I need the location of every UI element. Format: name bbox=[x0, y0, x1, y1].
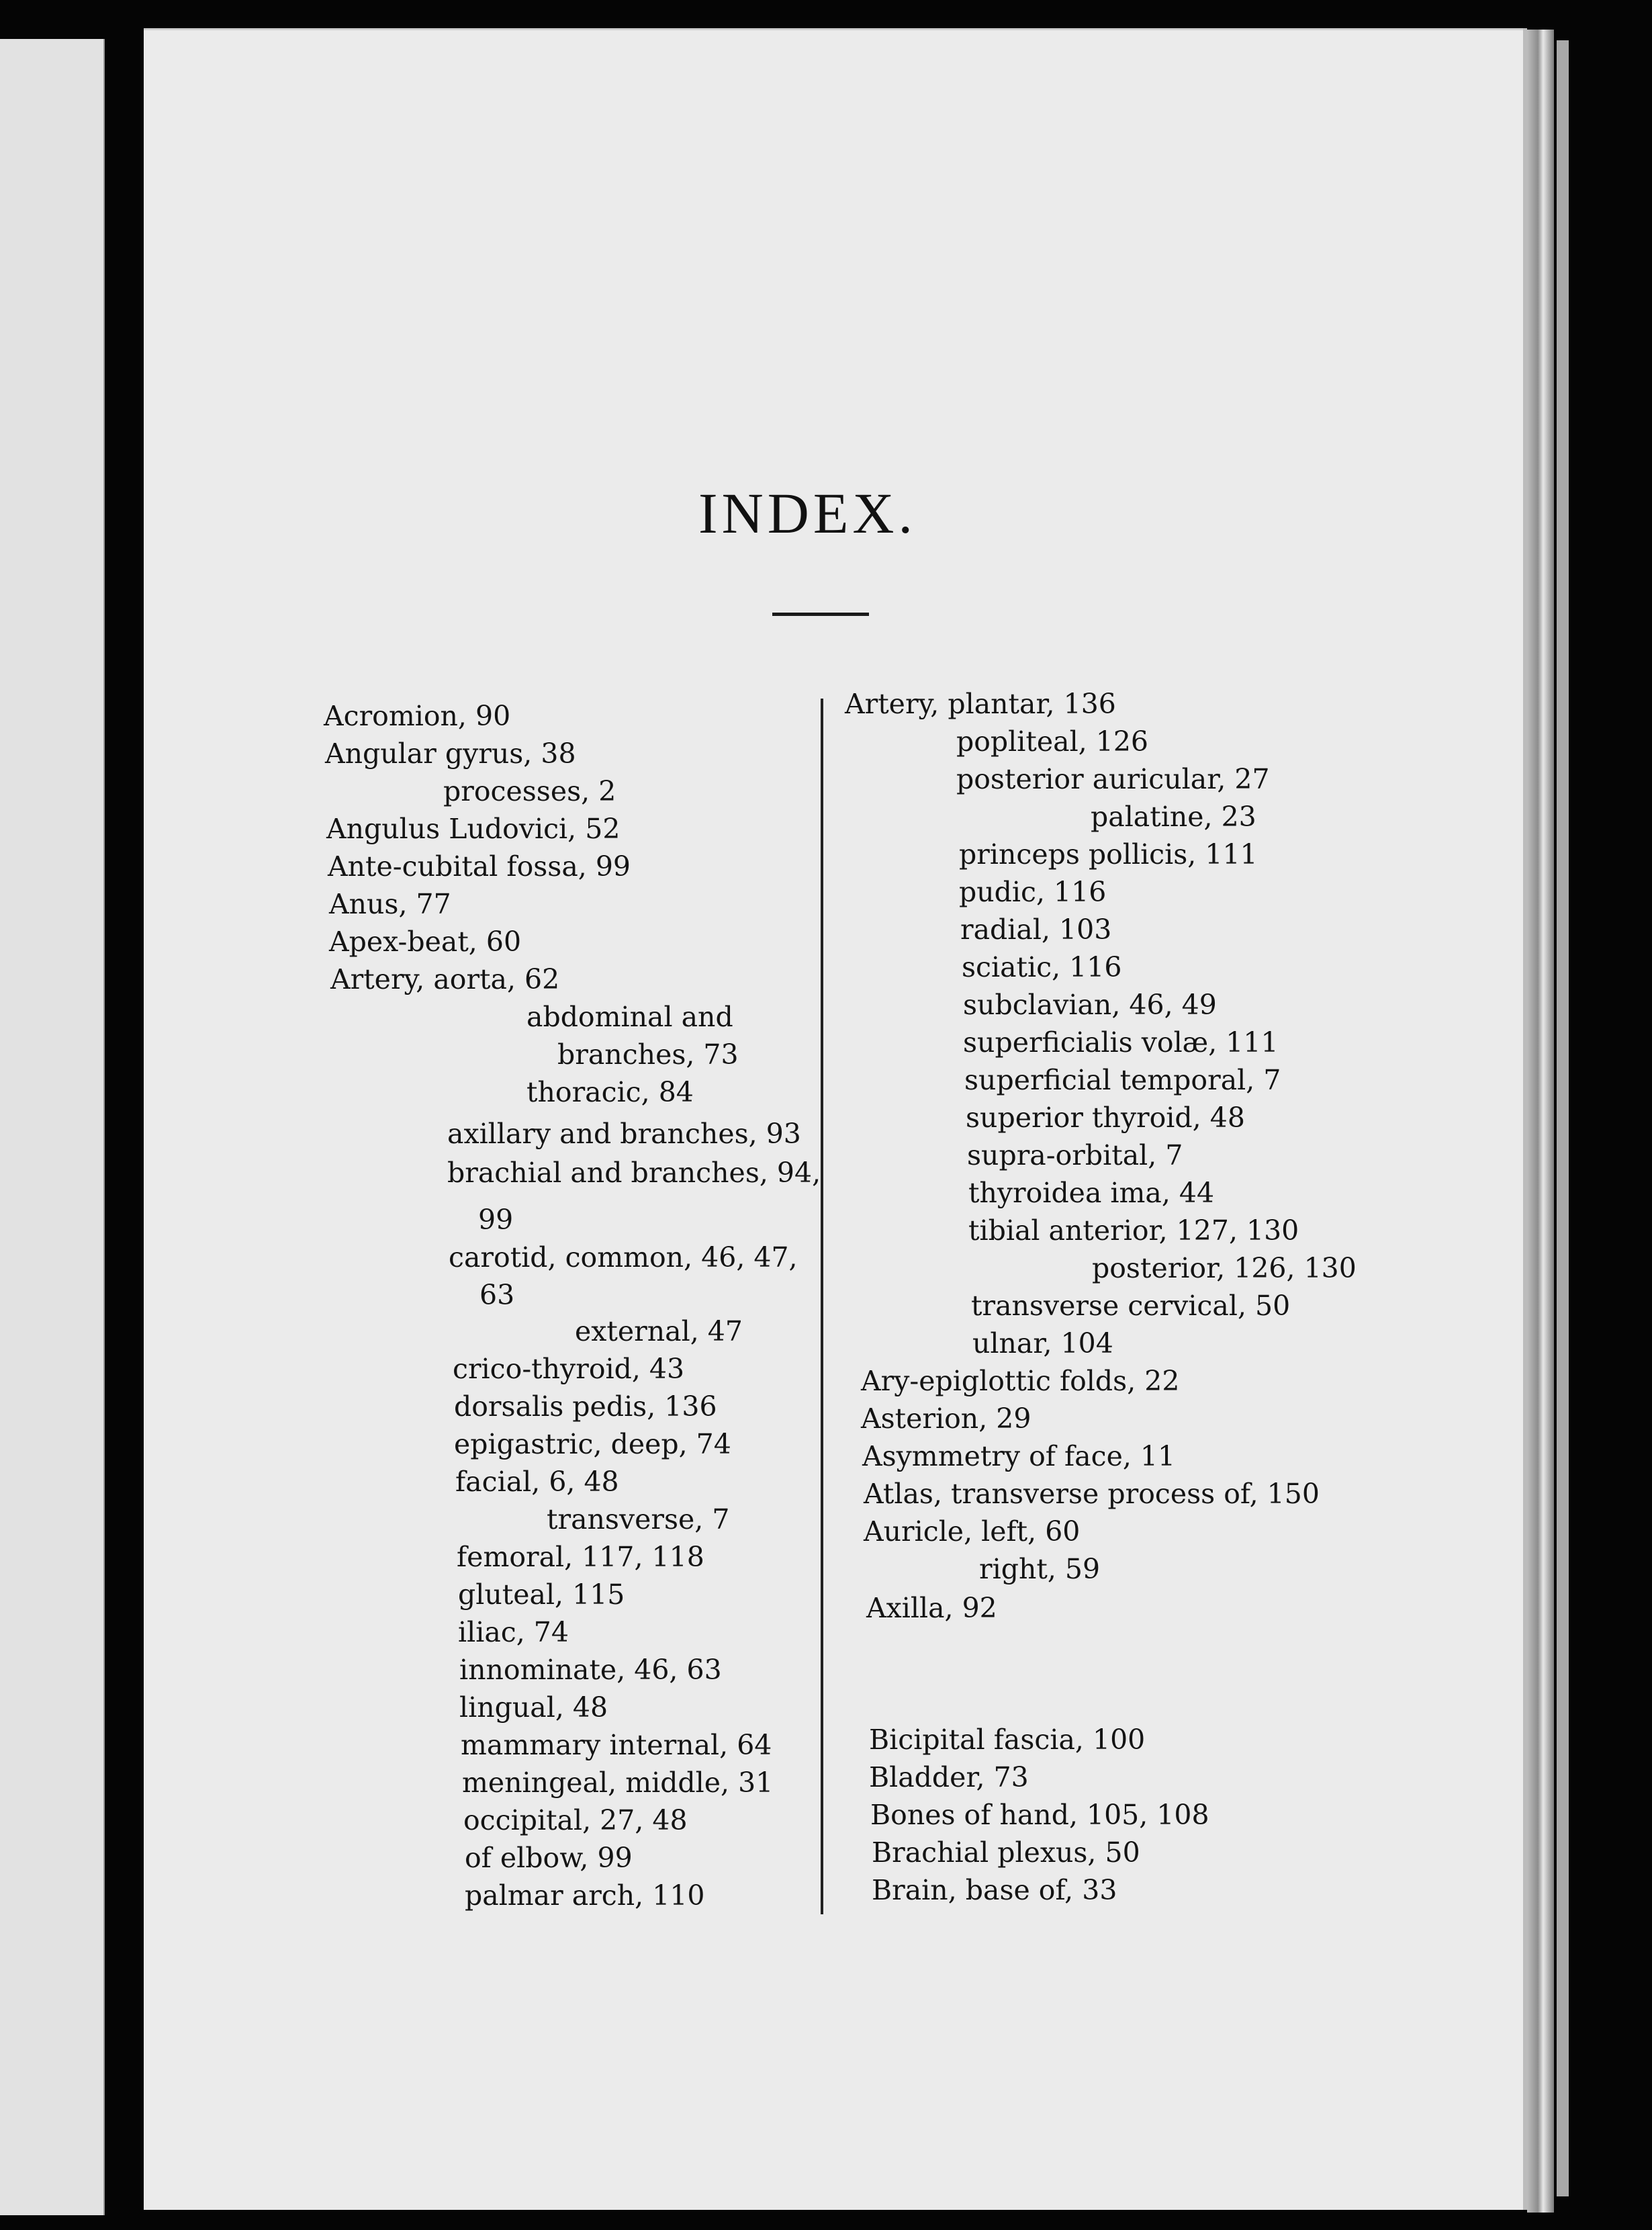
index-entry: lingual, 48 bbox=[459, 1691, 608, 1724]
index-entry: dorsalis pedis, 136 bbox=[454, 1390, 717, 1423]
index-entry: sciatic, 116 bbox=[962, 951, 1122, 983]
index-entry: external, 47 bbox=[575, 1315, 743, 1347]
index-entry: branches, 73 bbox=[557, 1038, 739, 1071]
index-entry: transverse, 7 bbox=[547, 1503, 730, 1535]
index-entry: meningeal, middle, 31 bbox=[462, 1767, 774, 1799]
book-page bbox=[144, 28, 1527, 2210]
index-entry: Artery, aorta, 62 bbox=[330, 963, 560, 995]
column-divider bbox=[821, 699, 823, 1914]
index-entry: Asymmetry of face, 11 bbox=[862, 1440, 1176, 1472]
index-entry: brachial and branches, 94, bbox=[447, 1157, 821, 1189]
index-entry: 63 bbox=[479, 1279, 515, 1311]
index-entry: thoracic, 84 bbox=[526, 1076, 694, 1108]
index-entry: gluteal, 115 bbox=[458, 1578, 625, 1611]
index-entry: superficial temporal, 7 bbox=[964, 1064, 1281, 1096]
index-entry: Brain, base of, 33 bbox=[872, 1874, 1117, 1906]
facing-page bbox=[0, 39, 105, 2215]
index-entry: subclavian, 46, 49 bbox=[963, 989, 1217, 1021]
index-entry: Angular gyrus, 38 bbox=[325, 738, 576, 770]
index-entry: pudic, 116 bbox=[959, 876, 1107, 908]
index-entry: thyroidea ima, 44 bbox=[968, 1177, 1215, 1209]
index-entry: princeps pollicis, 111 bbox=[959, 838, 1258, 871]
index-entry: radial, 103 bbox=[960, 913, 1112, 946]
index-entry: iliac, 74 bbox=[458, 1616, 569, 1648]
index-entry: processes, 2 bbox=[443, 775, 616, 807]
index-entry: Auricle, left, 60 bbox=[864, 1515, 1081, 1548]
index-entry: right, 59 bbox=[979, 1553, 1101, 1585]
index-entry: Brachial plexus, 50 bbox=[872, 1836, 1140, 1869]
index-entry: femoral, 117, 118 bbox=[457, 1541, 704, 1573]
index-entry: superior thyroid, 48 bbox=[966, 1102, 1245, 1134]
index-entry: Atlas, transverse process of, 150 bbox=[864, 1478, 1320, 1510]
index-entry: superficialis volæ, 111 bbox=[963, 1026, 1279, 1059]
index-entry: Ary-epiglottic folds, 22 bbox=[861, 1365, 1180, 1397]
index-entry: transverse cervical, 50 bbox=[971, 1290, 1291, 1322]
index-entry: crico-thyroid, 43 bbox=[453, 1353, 685, 1385]
index-entry: mammary internal, 64 bbox=[461, 1729, 772, 1761]
title-rule bbox=[772, 613, 869, 616]
index-entry: ulnar, 104 bbox=[972, 1327, 1113, 1359]
index-entry: of elbow, 99 bbox=[465, 1842, 633, 1874]
index-entry: carotid, common, 46, 47, bbox=[449, 1241, 798, 1274]
index-entry: innominate, 46, 63 bbox=[459, 1654, 722, 1686]
index-entry: Anus, 77 bbox=[329, 888, 451, 920]
index-entry: Acromion, 90 bbox=[324, 700, 511, 732]
index-entry: Ante-cubital fossa, 99 bbox=[328, 850, 631, 883]
index-entry: posterior auricular, 27 bbox=[956, 763, 1270, 795]
index-entry: palatine, 23 bbox=[1091, 801, 1256, 833]
page-edge-shadow bbox=[1557, 40, 1569, 2196]
index-entry: Bladder, 73 bbox=[869, 1761, 1029, 1793]
index-entry: 99 bbox=[478, 1204, 514, 1236]
index-entry: popliteal, 126 bbox=[956, 725, 1149, 758]
index-entry: Bones of hand, 105, 108 bbox=[870, 1799, 1209, 1831]
index-entry: abdominal and bbox=[526, 1001, 733, 1033]
index-entry: Bicipital fascia, 100 bbox=[869, 1724, 1146, 1756]
index-entry: palmar arch, 110 bbox=[465, 1879, 705, 1912]
index-entry: Apex-beat, 60 bbox=[329, 926, 522, 958]
page-title: INDEX. bbox=[698, 481, 917, 545]
index-entry: Artery, plantar, 136 bbox=[845, 688, 1116, 720]
index-entry: axillary and branches, 93 bbox=[447, 1118, 801, 1150]
index-entry: posterior, 126, 130 bbox=[1092, 1252, 1357, 1284]
page-edge bbox=[1527, 30, 1554, 2213]
index-entry: Axilla, 92 bbox=[866, 1592, 997, 1624]
index-entry: epigastric, deep, 74 bbox=[454, 1428, 731, 1460]
index-entry: facial, 6, 48 bbox=[455, 1466, 619, 1498]
index-entry: tibial anterior, 127, 130 bbox=[968, 1214, 1299, 1247]
index-entry: occipital, 27, 48 bbox=[463, 1804, 688, 1836]
index-entry: Asterion, 29 bbox=[861, 1402, 1031, 1435]
index-entry: Angulus Ludovici, 52 bbox=[326, 813, 621, 845]
index-entry: supra-orbital, 7 bbox=[967, 1139, 1183, 1171]
